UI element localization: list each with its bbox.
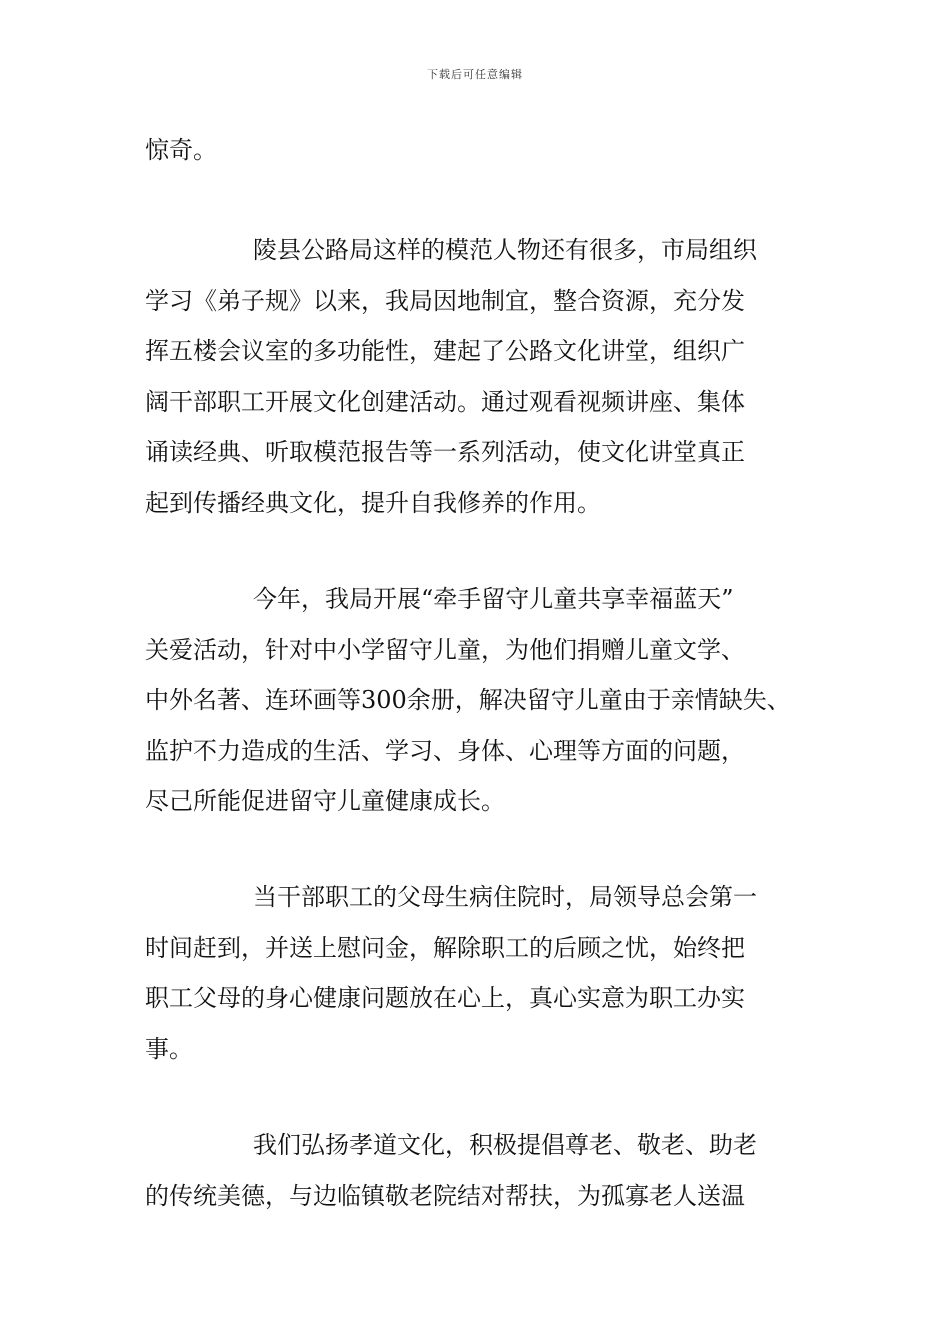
paragraph-5 xyxy=(145,1120,845,1221)
text-line: 诵读经典、听取模范报告等一系列活动，使文化讲堂真正 xyxy=(145,438,745,467)
text-line: 当干部职工的父母生病住院时，局领导总会第一 xyxy=(253,883,757,911)
paragraph-1 xyxy=(145,125,845,176)
text-line: 时间赶到，并送上慰问金，解除职工的后顾之忧，始终把 xyxy=(145,933,745,962)
text-line: 尽己所能促进留守儿童健康成长。 xyxy=(145,787,505,816)
text-line: 关爱活动，针对中小学留守儿童，为他们捐赠儿童文学、 xyxy=(145,635,745,664)
text-line: 今年，我局开展“牵手留守儿童共享幸福蓝天” xyxy=(253,585,734,613)
text-line: 学习《弟子规》以来，我局因地制宜，整合资源，充分发 xyxy=(145,286,745,315)
text-line: 阔干部职工开展文化创建活动。通过观看视频讲座、集体 xyxy=(145,387,745,416)
page-header-note: 下载后可任意编辑 xyxy=(427,68,523,81)
text-line: 我们弘扬孝道文化，积极提倡尊老、敬老、助老 xyxy=(253,1131,757,1159)
text-line: 起到传播经典文化，提升自我修养的作用。 xyxy=(145,488,601,517)
text-line: 事。 xyxy=(145,1034,193,1063)
text-line: 陵县公路局这样的模范人物还有很多，市局组织 xyxy=(253,236,757,264)
text-line: 职工父母的身心健康问题放在心上，真心实意为职工办实 xyxy=(145,984,745,1013)
text-line: 的传统美德，与边临镇敬老院结对帮扶，为孤寡老人送温 xyxy=(145,1181,745,1210)
text-line: 惊奇。 xyxy=(145,136,217,164)
paragraph-3 xyxy=(145,574,845,827)
text-line: 中外名著、连环画等300余册，解决留守儿童由于亲情缺失、 xyxy=(145,686,791,715)
paragraph-2 xyxy=(145,225,845,529)
text-line: 监护不力造成的生活、学习、身体、心理等方面的问题， xyxy=(145,736,745,765)
paragraph-4 xyxy=(145,872,845,1074)
text-line: 挥五楼会议室的多功能性，建起了公路文化讲堂，组织广 xyxy=(145,337,745,366)
